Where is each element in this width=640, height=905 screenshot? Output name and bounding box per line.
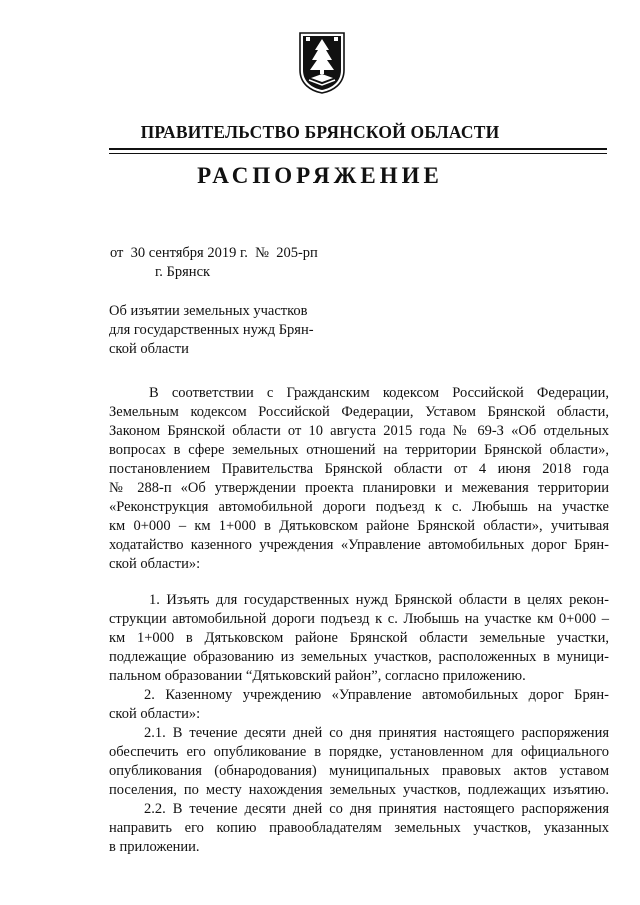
preamble-line: «Реконструкция автомобильной дороги подъезд к с. Любышь на участке: [109, 499, 609, 515]
item-2-line: 2. Казенному учреждению «Управление автомобильных дорог Брян-: [144, 687, 609, 703]
preamble-line: ходатайство казенного учреждения «Управление автомобильных дорог Брян-: [109, 537, 609, 553]
item-1-line: струкции автомобильной дороги подъезд к с. Любышь на участке км 0+000 –: [109, 611, 609, 627]
bryansk-coat-of-arms-icon: [297, 30, 347, 94]
document-type-title: РАСПОРЯЖЕНИЕ: [197, 163, 443, 188]
item-2-1-line: обеспечить его опубликование в порядке, установленном для официального: [109, 744, 609, 760]
item-1-line: пальном образовании “Дятьковский район”, согласно приложению.: [109, 668, 526, 684]
subject-line: ской области: [109, 341, 189, 357]
item-2-1-line: поселения, по месту нахождения земельных участков, подлежащих изъятию.: [109, 782, 609, 798]
item-1-line: подлежащие образованию из земельных участков, расположенных в муници-: [109, 649, 609, 665]
preamble-line: вопросах в сфере земельных отношений на территории Брянской области»,: [109, 442, 609, 458]
subject-line: Об изъятии земельных участков: [109, 303, 308, 319]
subject-line: для государственных нужд Брян-: [109, 322, 314, 338]
item-2-1-line: 2.1. В течение десяти дней со дня принятия настоящего распоряжения: [144, 725, 609, 741]
preamble-line: № 288-п «Об утверждении проекта планировки и межевания территории: [109, 480, 609, 496]
government-title: ПРАВИТЕЛЬСТВО БРЯНСКОЙ ОБЛАСТИ: [140, 122, 500, 142]
preamble-line: ской области»:: [109, 556, 201, 572]
item-2-1-line: опубликования (обнародования) муниципальных правовых актов уставом: [109, 763, 609, 779]
paragraph-gap: [109, 574, 609, 591]
item-2-2-line: направить его копию правообладателям земельных участков, указанных: [109, 820, 609, 836]
preamble-line: Земельным кодексом Российской Федерации, Уставом Брянской области,: [109, 404, 609, 420]
item-2-line: ской области»:: [109, 706, 201, 722]
preamble-line: В соответствии с Гражданским кодексом Российской Федерации,: [149, 385, 609, 401]
header-divider-thin: [109, 153, 607, 154]
date-and-number: от 30 сентября 2019 г. № 205-рп: [110, 245, 318, 261]
item-2-2-line: в приложении.: [109, 839, 200, 855]
preamble-line: постановлением Правительства Брянской области от 4 июня 2018 года: [109, 461, 609, 477]
document-body: [109, 384, 609, 857]
item-1-line: км 1+000 в Дятьковском районе Брянской области земельные участки,: [109, 630, 609, 646]
item-1-line: 1. Изъять для государственных нужд Брянской области в целях рекон-: [149, 592, 609, 608]
preamble-line: Законом Брянской области от 10 августа 2015 года № 69-З «Об отдельных: [109, 423, 609, 439]
header-divider-thick: [109, 148, 607, 150]
city: г. Брянск: [155, 264, 211, 280]
item-2-2-line: 2.2. В течение десяти дней со дня принятия настоящего распоряжения: [144, 801, 609, 817]
preamble-line: км 0+000 – км 1+000 в Дятьковском районе Брянской области», учитывая: [109, 518, 609, 534]
subject-block: [109, 302, 349, 359]
